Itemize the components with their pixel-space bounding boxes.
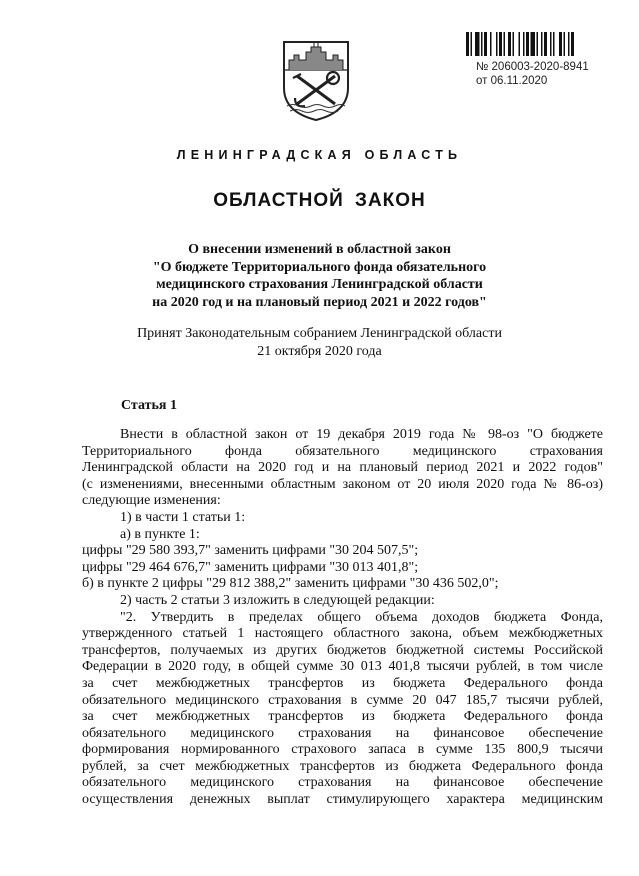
registration-date: от 06.11.2020 bbox=[476, 75, 548, 87]
barcode-bar bbox=[513, 32, 515, 56]
quote-line: осуществления денежных выплат стимулирующего характера медицинским bbox=[82, 792, 603, 808]
adoption-line: 21 октября 2020 года bbox=[257, 343, 382, 359]
barcode-bar bbox=[544, 32, 547, 56]
list-item: а) в пункте 1: bbox=[120, 526, 200, 542]
law-title-line: О внесении изменений в областной закон bbox=[188, 242, 451, 257]
body-line: Территориального фонда обязательного медицинского страхования bbox=[82, 443, 603, 459]
barcode-bar bbox=[475, 32, 480, 56]
barcode-bar bbox=[541, 32, 543, 56]
barcode-bar bbox=[496, 32, 498, 56]
document-type: ОБЛАСТНОЙ ЗАКОН bbox=[213, 190, 426, 211]
barcode-bar bbox=[481, 32, 483, 56]
list-item: 1) в части 1 статьи 1: bbox=[120, 509, 246, 525]
body-line: следующие изменения: bbox=[82, 493, 221, 509]
barcode-bar bbox=[568, 32, 570, 56]
barcode-bar bbox=[504, 32, 506, 56]
body-line: (с изменениями, внесенными областным законом от 20 июля 2020 года № 86-оз) bbox=[82, 476, 603, 492]
article-body bbox=[82, 427, 603, 809]
registration-info bbox=[476, 60, 589, 88]
barcode-bar bbox=[508, 32, 511, 56]
quote-line: обязательного медицинского страхования на финансовое обеспечение bbox=[82, 775, 603, 791]
list-item: цифры "29 464 676,7" заменить цифрами "30 013 401,8"; bbox=[82, 559, 419, 575]
region-heading: ЛЕНИНГРАДСКАЯ ОБЛАСТЬ bbox=[176, 148, 463, 162]
barcode-bar bbox=[519, 32, 521, 56]
barcode-bar bbox=[571, 32, 574, 56]
barcode bbox=[466, 32, 612, 56]
coat-of-arms-icon bbox=[281, 40, 351, 122]
barcode-bar bbox=[466, 32, 469, 56]
barcode-bar bbox=[484, 32, 487, 56]
quote-line: утвержденного статьей 1 настоящего областного закона, объем межбюджетных bbox=[82, 626, 603, 642]
quote-line: обязательного медицинского страхования в сумме 20 047 185,7 тысячи рублей, bbox=[82, 692, 603, 708]
barcode-bar bbox=[553, 32, 555, 56]
adoption-note bbox=[0, 325, 639, 360]
barcode-bar bbox=[559, 32, 562, 56]
quote-line: трансфертов, получаемых из других бюджетов бюджетной системы Российской bbox=[82, 642, 603, 658]
list-item: 2) часть 2 статьи 3 изложить в следующей редакции: bbox=[120, 592, 435, 608]
quote-line: обязательного медицинского страхования на финансовое обеспечение bbox=[82, 725, 603, 741]
law-title-line: "О бюджете Территориального фонда обязательного bbox=[152, 259, 487, 275]
barcode-bar bbox=[564, 32, 566, 56]
quote-line: формирования нормированного страхового запаса в сумме 135 800,9 тысячи bbox=[82, 742, 603, 758]
barcode-bar bbox=[526, 32, 529, 56]
barcode-bar bbox=[471, 32, 473, 56]
quote-line: "2. Утвердить в пределах общего объема доходов бюджета Фонда, bbox=[120, 609, 603, 625]
registration-number: № 206003-2020-8941 bbox=[476, 61, 589, 73]
body-line: Внести в областной закон от 19 декабря 2019 года № 98-оз "О бюджете bbox=[120, 427, 603, 442]
law-title bbox=[0, 241, 639, 311]
adoption-line: Принят Законодательным собранием Ленинградской области bbox=[137, 326, 502, 341]
article-heading: Статья 1 bbox=[121, 398, 177, 413]
list-item: цифры "29 580 393,7" заменить цифрами "30 204 507,5"; bbox=[82, 543, 419, 559]
barcode-bar bbox=[499, 32, 502, 56]
barcode-bar bbox=[531, 32, 536, 56]
barcode-bar bbox=[523, 32, 525, 56]
quote-line: за счет межбюджетных трансфертов из бюджета Федерального фонда bbox=[82, 675, 603, 691]
body-line: Ленинградской области на 2020 год и на плановый период 2021 и 2022 годов" bbox=[82, 460, 603, 476]
barcode-bar bbox=[490, 32, 492, 56]
quote-line: за счет межбюджетных трансфертов из бюджета Федерального фонда bbox=[82, 709, 603, 725]
barcode-bar bbox=[537, 32, 539, 56]
quote-line: рублей, за счет межбюджетных трансфертов из бюджета Федерального фонда bbox=[82, 758, 603, 774]
law-title-line: медицинского страхования Ленинградской области bbox=[156, 277, 483, 292]
list-item: б) в пункте 2 цифры "29 812 388,2" заменить цифрами "30 436 502,0"; bbox=[82, 576, 499, 592]
law-title-line: на 2020 год и на плановый период 2021 и 2022 годов" bbox=[152, 294, 487, 310]
barcode-bar bbox=[550, 32, 552, 56]
quote-line: Федерации в 2020 году, в общей сумме 30 013 401,8 тысячи рублей, в том числе bbox=[82, 659, 603, 675]
